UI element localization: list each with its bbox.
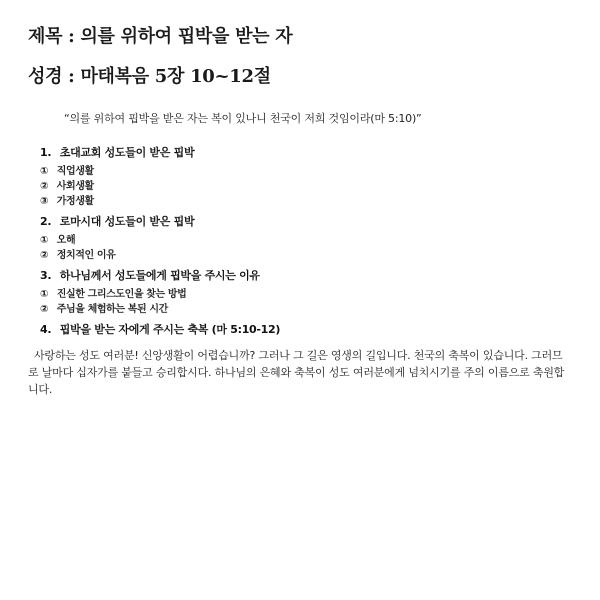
section-heading-1 — [40, 144, 572, 160]
section-title: 로마시대 성도들이 받은 핍박 — [59, 215, 195, 228]
scripture-passage — [28, 62, 572, 88]
section-3-point-2 — [40, 302, 572, 317]
point-keyword: 오해 — [56, 235, 76, 246]
section-heading-3 — [40, 267, 572, 283]
point-keyword: 진실한 그리스도인을 찾는 방법 — [56, 289, 187, 300]
key-verse: “의를 위하여 핍박을 받은 자는 복이 있나니 천국이 저희 것임이라(마 5:10)” — [64, 112, 422, 125]
point-marker: ② — [40, 304, 49, 315]
section-number: 4. — [40, 323, 52, 336]
section-number: 2. — [40, 215, 52, 228]
point-marker: ① — [40, 166, 49, 177]
closing-exhortation: 사랑하는 성도 여러분! 신앙생활이 어렵습니까? 그러나 그 길은 영생의 길입니다. 천국의 축복이 있습니다. 그러므로 날마다 십자가를 붙들고 승리합시다. 하나님의 은혜와 축복이 성도 여러분에게 넘치시기를 주의 이름으로 축원합니다. — [28, 349, 565, 396]
point-marker: ② — [40, 250, 49, 261]
section-heading-2 — [40, 213, 572, 229]
point-keyword: 정치적인 이유 — [56, 250, 116, 261]
section-1-point-2 — [40, 179, 572, 194]
title-text: 의를 위하여 핍박을 받는 자 — [80, 26, 293, 47]
section-2-point-1 — [40, 233, 572, 248]
point-marker: ② — [40, 181, 49, 192]
section-2-point-2 — [40, 248, 572, 263]
section-title: 초대교회 성도들이 받은 핍박 — [59, 146, 195, 159]
section-heading-4 — [40, 321, 572, 337]
title-label: 제목 : — [28, 26, 75, 47]
section-reference: (마 5:10-12) — [211, 323, 281, 336]
passage-label: 성경 : — [28, 66, 75, 87]
section-title: 하나님께서 성도들에게 핍박을 주시는 이유 — [59, 269, 260, 282]
point-keyword: 주님을 체험하는 복된 시간 — [56, 304, 168, 315]
section-title: 핍박을 받는 자에게 주시는 축복 — [59, 323, 209, 336]
section-number: 3. — [40, 269, 52, 282]
section-3-point-1 — [40, 287, 572, 302]
sermon-title — [28, 22, 572, 48]
section-number: 1. — [40, 146, 52, 159]
point-keyword: 가정생활 — [56, 196, 94, 207]
section-1-point-1 — [40, 164, 572, 179]
point-keyword: 사회생활 — [56, 181, 94, 192]
point-marker: ① — [40, 235, 49, 246]
passage-text: 마태복음 5장 10~12절 — [80, 66, 271, 87]
section-1-point-3 — [40, 194, 572, 209]
point-marker: ③ — [40, 196, 49, 207]
point-keyword: 직업생활 — [56, 166, 94, 177]
point-marker: ① — [40, 289, 49, 300]
